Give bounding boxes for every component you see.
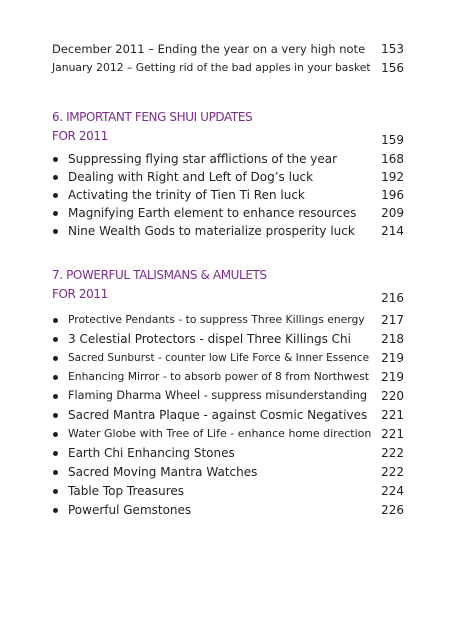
toc-entry-page: 222 xyxy=(381,465,404,479)
toc-entry-title: Sacred Sunburst - counter low Life Force & Inner Essence xyxy=(68,352,370,364)
toc-entry-title: 3 Celestial Protectors - dispel Three Killings Chi xyxy=(68,332,351,346)
bullet-icon xyxy=(53,451,58,456)
toc-entry-page: 226 xyxy=(381,503,404,517)
section-page-number: 216 xyxy=(381,291,404,305)
toc-entry-page: 214 xyxy=(381,224,404,238)
toc-list-item[interactable] xyxy=(52,368,404,386)
toc-entry[interactable] xyxy=(52,59,404,77)
toc-list-item[interactable] xyxy=(52,482,404,500)
toc-entry-page: 156 xyxy=(381,61,404,75)
section-heading-line1: 6. IMPORTANT FENG SHUI UPDATES xyxy=(52,110,253,124)
bullet-icon xyxy=(53,470,58,475)
toc-entry-page: 192 xyxy=(381,170,404,184)
toc-entry-title: December 2011 – Ending the year on a very high note xyxy=(52,42,366,56)
toc-entry-page: 224 xyxy=(381,484,404,498)
toc-entry-title: Nine Wealth Gods to materialize prosperity luck xyxy=(68,224,355,238)
toc-entry-title: Powerful Gemstones xyxy=(68,503,192,517)
bullet-icon xyxy=(53,432,58,437)
section-heading-line2: FOR 2011 xyxy=(52,287,108,301)
section-heading-line2: FOR 2011 xyxy=(52,129,108,143)
toc-entry-title: Activating the trinity of Tien Ti Ren luck xyxy=(68,188,305,202)
bullet-icon xyxy=(53,356,58,361)
toc-entry-title: Suppressing flying star afflictions of the year xyxy=(68,152,338,166)
bullet-icon xyxy=(53,489,58,494)
toc-entry-title: Sacred Moving Mantra Watches xyxy=(68,465,258,479)
section-page-row xyxy=(52,286,404,304)
bullet-icon xyxy=(53,193,58,198)
toc-entry-page: 209 xyxy=(381,206,404,220)
section-heading-line1: 7. POWERFUL TALISMANS & AMULETS xyxy=(52,268,267,282)
toc-list-item[interactable] xyxy=(52,204,404,222)
toc-list-item[interactable] xyxy=(52,186,404,204)
toc-entry-page: 218 xyxy=(381,332,404,346)
toc-entry-title: Enhancing Mirror - to absorb power of 8 from Northwest xyxy=(68,370,370,383)
toc-entry-title: Dealing with Right and Left of Dog’s luck xyxy=(68,170,314,184)
bullet-icon xyxy=(53,413,58,418)
toc-entry-title: January 2012 – Getting rid of the bad apples in your basket xyxy=(52,61,371,74)
toc-entry-page: 221 xyxy=(381,408,404,422)
toc-list-item[interactable] xyxy=(52,150,404,168)
toc-entry-page: 221 xyxy=(381,427,404,441)
bullet-icon xyxy=(53,375,58,380)
toc-entry-page: 217 xyxy=(381,313,404,327)
bullet-icon xyxy=(53,337,58,342)
toc-entry-title: Earth Chi Enhancing Stones xyxy=(68,446,235,460)
toc-list-item[interactable] xyxy=(52,501,404,519)
toc-entry-title: Flaming Dharma Wheel - suppress misunderstanding xyxy=(68,389,367,402)
bullet-icon xyxy=(53,394,58,399)
toc-list-item[interactable] xyxy=(52,463,404,481)
toc-list-item[interactable] xyxy=(52,406,404,424)
toc-entry-page: 219 xyxy=(381,351,404,365)
toc-entry-title: Magnifying Earth element to enhance resources xyxy=(68,206,357,220)
toc-list-item[interactable] xyxy=(52,168,404,186)
toc-list-item[interactable] xyxy=(52,425,404,443)
bullet-icon xyxy=(53,211,58,216)
bullet-icon xyxy=(53,157,58,162)
toc-entry-title: Water Globe with Tree of Life - enhance home direction xyxy=(68,427,372,440)
toc-entry-title: Sacred Mantra Plaque - against Cosmic Negatives xyxy=(68,408,368,422)
section-page-row xyxy=(52,128,404,146)
bullet-icon xyxy=(53,175,58,180)
bullet-icon xyxy=(53,508,58,513)
toc-entry-page: 168 xyxy=(381,152,404,166)
toc-list-item[interactable] xyxy=(52,444,404,462)
toc-list-item[interactable] xyxy=(52,222,404,240)
toc-entry-page: 219 xyxy=(381,370,404,384)
bullet-icon xyxy=(53,229,58,234)
toc-list-item[interactable] xyxy=(52,349,404,367)
toc-entry-page: 220 xyxy=(381,389,404,403)
bullet-icon xyxy=(53,318,58,323)
toc-entry-title: Protective Pendants - to suppress Three Killings energy xyxy=(68,313,365,326)
toc-entry[interactable] xyxy=(52,40,404,58)
toc-list-item[interactable] xyxy=(52,311,404,329)
toc-list-item[interactable] xyxy=(52,387,404,405)
section-page-number: 159 xyxy=(381,133,404,147)
toc-entry-page: 222 xyxy=(381,446,404,460)
toc-entry-title: Table Top Treasures xyxy=(68,484,185,498)
toc-entry-page: 153 xyxy=(381,42,404,56)
toc-list-item[interactable] xyxy=(52,330,404,348)
toc-entry-page: 196 xyxy=(381,188,404,202)
